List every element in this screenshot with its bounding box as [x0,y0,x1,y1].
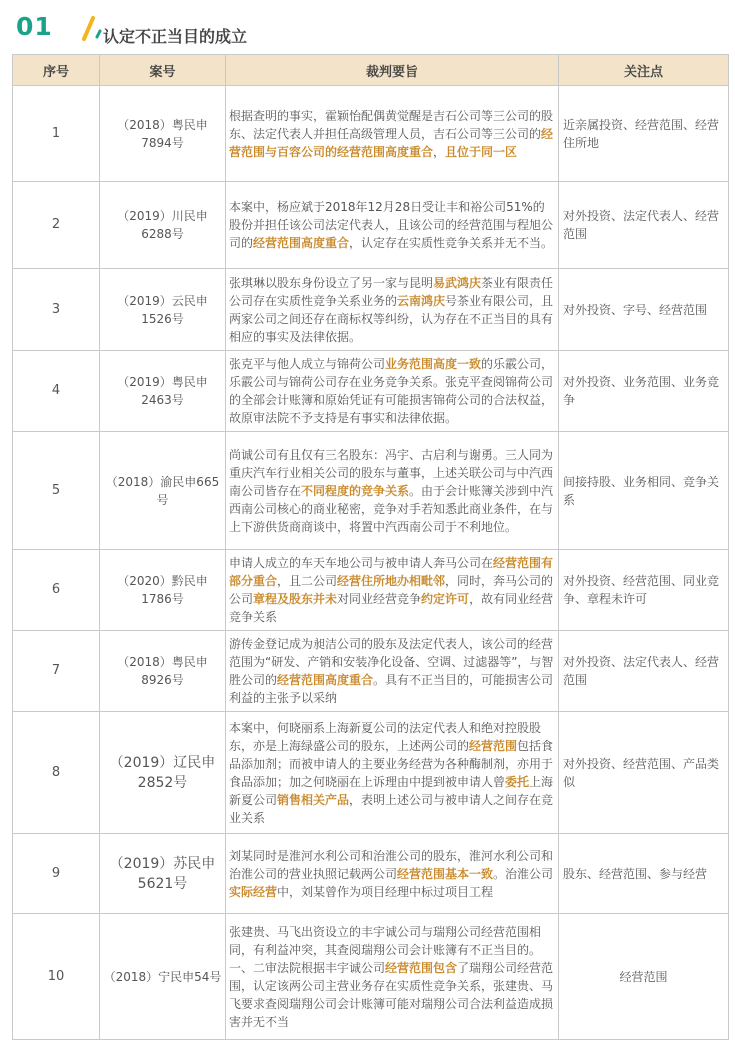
highlight-text: 经营范围包含 [385,960,458,975]
gist-text: 了瑞翔公司经营范围，认定该两公司主营业务存在实质性竞争关系，张建贵、马飞要求查阅瑞翔公司会计账簿可能对瑞翔公司合法利益造成损害并无不当 [229,960,554,1029]
gist-text: 张克平与他人成立与锦荷公司 [229,357,386,371]
gist-text: 中，刘某曾作为项目经理中标过项目工程 [277,884,494,899]
highlight-text: 经营范围与百容公司的经营范围高度重合 [229,126,554,159]
row-gist [226,432,559,550]
gist-text: 。具有不正当目的，可能损害公司利益的主张予以采纳 [229,673,554,705]
column-header-gist: 裁判要旨 [226,55,559,86]
row-case-number: （2019）云民申1526号 [100,269,226,351]
table-header-row [13,55,729,86]
table-row [13,914,729,1040]
table-row [13,712,729,834]
gist-text: 包括食品添加剂；而被申请人的主要业务经营为各种酶制剂，亦用于食品添加；加之何晓丽在上诉理由中提到被申请人曾 [229,738,554,789]
row-seq: 4 [13,351,100,432]
gist-text: 根据查明的事实，霍颖怡配偶黄觉醒是吉石公司等三公司的股东、法定代表人并担任高级管理人员，吉石公司等三公司的 [229,108,554,141]
gist-text: ，认定存在实质性竞争关系并无不当。 [349,236,554,250]
highlight-text: 约定许可 [421,592,470,606]
table-row [13,182,729,269]
highlight-text: 经营范围高度重合 [253,236,350,250]
row-gist [226,86,559,182]
table-row [13,269,729,351]
section-number: 01 [16,12,53,41]
row-focus: 近亲属投资、经营范围、经营住所地 [559,86,729,182]
gist-text: 张建贵、马飞出资设立的丰宇诚公司与瑞翔公司经营范围相同，有利益冲突，其查阅瑞翔公司会计账簿有不正当目的。一、二审法院根据丰宇诚公司 [229,924,542,975]
highlight-text: 章程及股东并未 [253,592,338,606]
gist-text: 申请人成立的车天车地公司与被申请人奔马公司在 [229,556,494,570]
row-seq: 2 [13,182,100,269]
row-gist [226,712,559,834]
row-gist [226,914,559,1040]
row-gist [226,182,559,269]
highlight-text: 实际经营 [229,884,278,899]
row-focus: 间接持股、业务相同、竞争关系 [559,432,729,550]
row-gist [226,351,559,432]
row-case-number: （2019）辽民申2852号 [100,712,226,834]
gist-text: 茶业有限责任公司存在实质性竞争关系业务的 [229,275,554,308]
highlight-text: 业务范围高度一致 [385,357,482,371]
row-seq: 3 [13,269,100,351]
row-focus: 股东、经营范围、参与经营 [559,834,729,914]
gist-text: 张琪琳以股东身份设立了另一家与昆明 [229,275,434,290]
row-case-number: （2018）粤民申8926号 [100,631,226,712]
row-seq: 8 [13,712,100,834]
row-focus: 经营范围 [559,914,729,1040]
row-focus: 对外投资、业务范围、业务竞争 [559,351,729,432]
row-case-number: （2018）粤民申7894号 [100,86,226,182]
row-seq: 7 [13,631,100,712]
row-case-number: （2020）黔民申1786号 [100,550,226,631]
gist-text: 对同业经营竞争 [337,592,422,606]
gist-text: 号茶业有限公司，且两家公司之间还存在商标权等纠纷，认为存在不正当目的具有相应的事实及法律依据。 [229,293,554,344]
highlight-text: 且位于同一区 [445,144,518,159]
gist-text: ，同时，奔马公司的公司 [229,574,554,606]
row-seq: 1 [13,86,100,182]
row-focus: 对外投资、法定代表人、经营范围 [559,631,729,712]
table-body [13,86,729,1040]
highlight-text: 经营范围基本一致 [397,866,494,881]
section-title: 认定不正当目的成立 [103,27,248,46]
row-focus: 对外投资、经营范围、产品类似 [559,712,729,834]
pen-icon [78,14,102,44]
row-focus: 对外投资、字号、经营范围 [559,269,729,351]
highlight-text: 不同程度的竞争关系 [301,483,410,498]
row-seq: 6 [13,550,100,631]
row-focus: 对外投资、经营范围、同业竞争、章程未许可 [559,550,729,631]
row-case-number: （2019）苏民申5621号 [100,834,226,914]
gist-text: 上海新夏公司 [229,774,554,807]
row-case-number: （2018）渝民申665号 [100,432,226,550]
row-gist [226,631,559,712]
gist-text: 。治淮公司 [493,866,554,881]
gist-text: 游传金登记成为昶洁公司的股东及法定代表人，该公司的经营范围为“研发、产销和安装净化设备、空调、过滤器等”，与智胜公司的 [229,637,554,687]
row-gist [226,269,559,351]
highlight-text: 经营范围有部分重合 [229,556,554,588]
section-header [0,0,735,54]
row-focus: 对外投资、法定代表人、经营范围 [559,182,729,269]
row-seq: 9 [13,834,100,914]
gist-text: ， [433,144,446,159]
gist-text: ，表明上述公司与被申请人之间存在竞业关系 [229,792,554,825]
table-row [13,631,729,712]
gist-text: 尚诚公司有且仅有三名股东：冯宇、古启利与谢勇。三人同为重庆汽车行业相关公司的股东与董事，上述关联公司与中汽西南公司皆存在 [229,447,554,498]
highlight-text: 易武鸿庆 [433,275,482,290]
gist-text: ，故有同业经营竞争关系 [229,592,554,624]
row-case-number: （2019）川民申6288号 [100,182,226,269]
gist-text: 本案中，何晓丽系上海新夏公司的法定代表人和绝对控股股东，亦是上海绿盛公司的股东，上述两公司的 [229,720,542,753]
highlight-text: 经营范围高度重合 [277,673,374,687]
row-seq: 5 [13,432,100,550]
row-gist [226,834,559,914]
table-row [13,351,729,432]
row-seq: 10 [13,914,100,1040]
highlight-text: 销售相关产品 [277,792,350,807]
case-table [12,54,729,1040]
highlight-text: 委托 [505,774,530,789]
column-header-focus: 关注点 [559,55,729,86]
table-row [13,432,729,550]
table-row [13,834,729,914]
highlight-text: 经营范围 [469,738,518,753]
column-header-seq: 序号 [13,55,100,86]
gist-text: 本案中，杨应斌于2018年12月28日受让丰和裕公司51%的股份并担任该公司法定代表人，且该公司的经营范围与程旭公司的 [229,200,554,250]
row-case-number: （2018）宁民申54号 [100,914,226,1040]
table-row [13,86,729,182]
highlight-text: 云南鸿庆 [397,293,446,308]
gist-text: 的乐霰公司，乐霰公司与锦荷公司存在业务竞争关系。张克平查阅锦荷公司的全部会计账簿和原始凭证有可能损害锦荷公司的合法权益，故原审法院不予支持是有事实和法律依据。 [229,357,554,425]
column-header-case: 案号 [100,55,226,86]
row-gist [226,550,559,631]
gist-text: 。由于会计账簿关涉到中汽西南公司核心的商业秘密，竞争对手若知悉此商业条件，在与上下游供货商商谈中，将置中汽西南公司于不利地位。 [229,483,554,534]
highlight-text: 经营住所地办相毗邻 [337,574,446,588]
table-row [13,550,729,631]
gist-text: 刘某同时是淮河水利公司和治淮公司的股东，淮河水利公司和治淮公司的营业执照记载两公司 [229,848,554,881]
gist-text: ，且二公司 [277,574,338,588]
row-case-number: （2019）粤民申2463号 [100,351,226,432]
